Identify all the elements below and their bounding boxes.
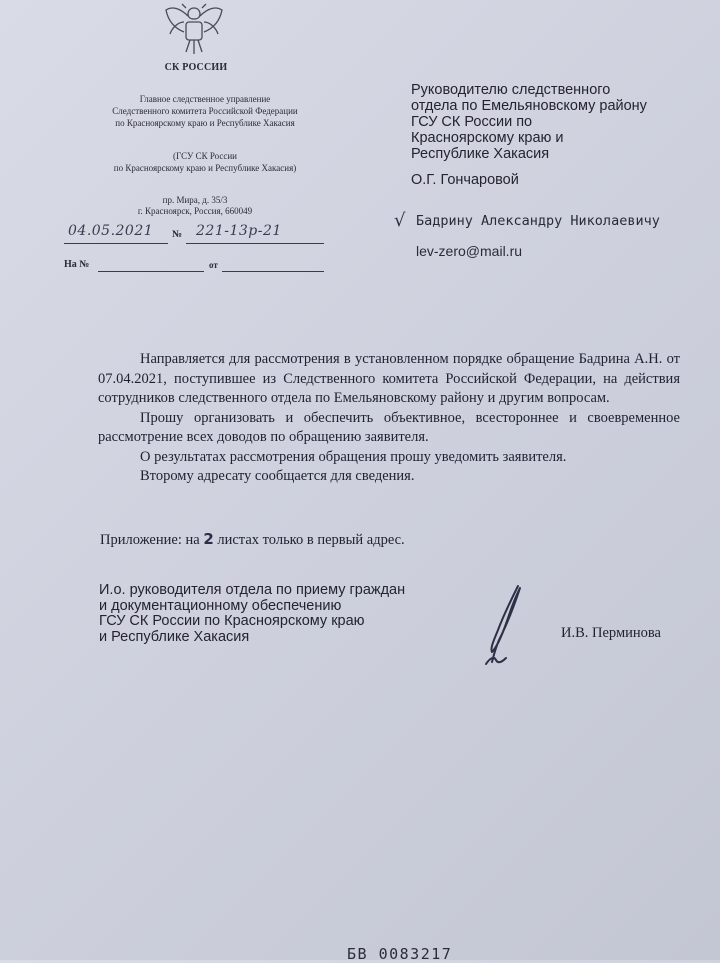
number-underline [186,243,324,244]
secondary-recipient-email: lev-zero@mail.ru [416,243,523,259]
number-sign: № [172,229,183,240]
body-paragraph: О результатах рассмотрения обращения прошу уведомить заявителя. [140,448,567,465]
reply-to-label: На № [64,259,90,270]
organization-abbreviation: (ГСУ СК России по Красноярскому краю и Республике Хакасия) [113,151,297,173]
attachment-line: Приложение: на 2 листах только в первый адрес. [100,530,405,548]
coat-of-arms-emblem [160,0,228,58]
handwritten-signature [468,578,532,674]
attachment-page-count: 2 [203,530,214,548]
primary-recipient-name: О.Г. Гончаровой [411,172,519,188]
organization-short-name: СК РОССИИ [164,62,228,73]
date-underline [64,243,168,244]
organization-address: пр. Мира, д. 35/3 г. Красноярск, Россия, 660049 [137,195,253,216]
reply-date-underline [222,271,324,272]
body-paragraph: Прошу организовать и обеспечить объективное, всестороннее и своевременное рассмотрение всех доводов по обращению заявителя. [98,409,680,445]
form-serial-number: БВ 0083217 [347,945,453,963]
reply-from-label: от [209,260,218,270]
outgoing-date: 04.05.2021 [68,223,154,239]
primary-recipient: Руководителю следственного отдела по Емельяновскому району ГСУ СК России по Красноярскому краю и Республике Хакасия [411,82,647,162]
body-paragraph: Второму адресату сообщается для сведения. [140,468,415,484]
reply-number-underline [98,271,204,272]
check-mark-icon: √ [394,210,406,231]
letter-body [98,350,680,487]
organization-full-name: Главное следственное управление Следственного комитета Российской Федерации по Красноярскому краю и Республике Хакасия [112,94,298,128]
signatory-title: И.о. руководителя отдела по приему граждан и документационному обеспечению ГСУ СК России по Красноярскому краю и Республике Хакасия [99,582,406,645]
secondary-recipient-name: Бадрину Александру Николаевичу [416,213,660,229]
signatory-name: И.В. Перминова [561,625,661,641]
body-paragraph: Направляется для рассмотрения в установленном порядке обращение Бадрина А.Н. от 07.04.2021, поступившее из Следственного комитета Российской Федерации, на действия сотрудников следственного отдела по Емельяновскому району и другим вопросам. [98,351,680,406]
outgoing-number: 221-13р-21 [196,223,282,239]
